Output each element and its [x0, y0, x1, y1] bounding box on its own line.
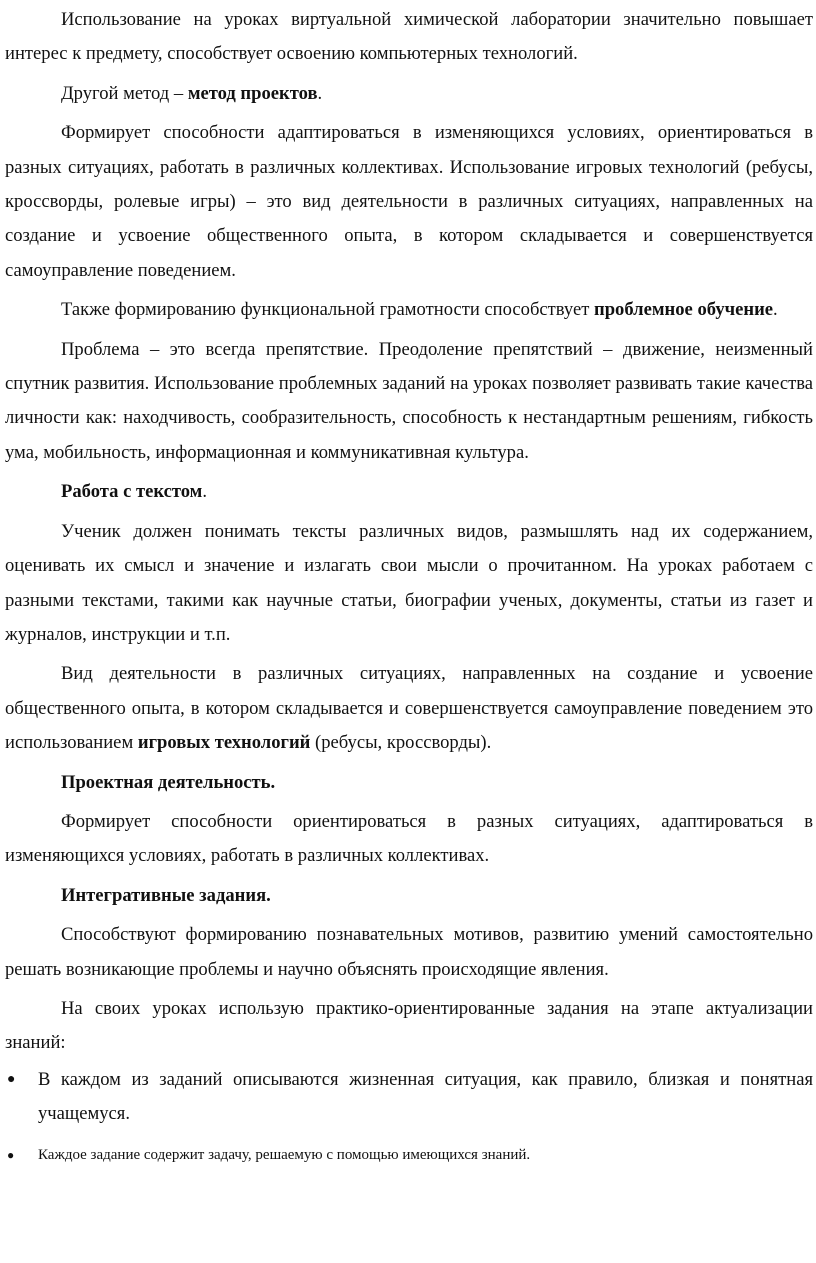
- heading-project-activity: [5, 766, 813, 800]
- bullet-list: [5, 1063, 813, 1166]
- heading-integrative-tasks: [5, 879, 813, 913]
- text-run: .: [202, 481, 208, 503]
- bold-term-problem-learning: проблемное обучение: [594, 299, 774, 321]
- heading-project-activity-label: Проектная деятельность.: [61, 771, 276, 793]
- paragraph-game-technologies: [5, 657, 813, 760]
- bullet-icon: ●: [7, 1147, 15, 1162]
- text-run: .: [317, 82, 323, 104]
- heading-text-work: [5, 475, 813, 509]
- bold-term-project-method: метод проектов: [187, 82, 318, 104]
- list-item-text: Каждое задание содержит задачу, решаемую с помощью имеющихся знаний.: [38, 1146, 531, 1163]
- heading-text-work-label: Работа с текстом: [61, 481, 203, 503]
- paragraph-project-activity: Формирует способности ориентироваться в разных ситуациях, адаптироваться в изменяющихся условиях, работать в различных коллективах.: [5, 810, 813, 867]
- paragraph-virtual-lab: Использование на уроках виртуальной химической лаборатории значительно повышает интерес к предмету, способствует освоению компьютерных технологий.: [5, 9, 813, 65]
- bold-term-game-technologies: игровых технологий: [137, 732, 311, 754]
- heading-integrative-tasks-label: Интегративные задания.: [61, 884, 271, 906]
- text-run: .: [773, 299, 778, 321]
- bullet-icon: ●: [7, 1071, 16, 1087]
- paragraph-forms-abilities: Формирует способности адаптироваться в изменяющихся условиях, ориентироваться в разных ситуациях, работать в различных коллективах. Использование игровых технологий (ребусы, кроссворды, ролевые игры) – это вид деятельности в различных ситуациях, направленных на создание и усвоение общественного опыта, в котором складывается и совершенствуется самоуправление поведением.: [5, 122, 813, 281]
- paragraph-problem-definition: Проблема – это всегда препятствие. Преодоление препятствий – движение, неизменный спутник развития. Использование проблемных заданий на уроках позволяет развивать такие качества личности как: находчивость, сообразительность, способность к нестандартным решениям, гибкость ума, мобильность, информационная и коммуникативная культура.: [5, 338, 813, 463]
- list-item: [5, 1063, 813, 1132]
- paragraph-integrative-tasks: Способствуют формированию познавательных мотивов, развитию умений самостоятельно решать возникающие проблемы и научно объяснять происходящие явления.: [5, 924, 813, 980]
- text-run: Вид деятельности в различных ситуациях, направленных на создание и усвоение общественного опыта, в котором складывается и совершенствуется самоуправление поведением это использованием: [5, 663, 813, 754]
- paragraph-practice-tasks: На своих уроках использую практико-ориентированные задания на этапе актуализации знаний:: [5, 997, 813, 1054]
- list-item-text: В каждом из заданий описываются жизненная ситуация, как правило, близкая и понятная учащемуся.: [38, 1068, 813, 1125]
- text-run: Другой метод –: [61, 82, 188, 104]
- text-run: (ребусы, кроссворды).: [310, 732, 492, 754]
- paragraph-problem-learning: [5, 293, 813, 327]
- paragraph-student-texts: Ученик должен понимать тексты различных видов, размышлять над их содержанием, оценивать их смысл и значение и излагать свои мысли о прочитанном. На уроках работаем с разными текстами, такими как научные статьи, биографии ученых, документы, статьи из газет и журналов, инструкции и т.п.: [5, 520, 813, 645]
- paragraph-project-method: [5, 77, 813, 111]
- list-item: [5, 1144, 813, 1166]
- text-run: Также формированию функциональной грамотности способствует: [61, 299, 594, 321]
